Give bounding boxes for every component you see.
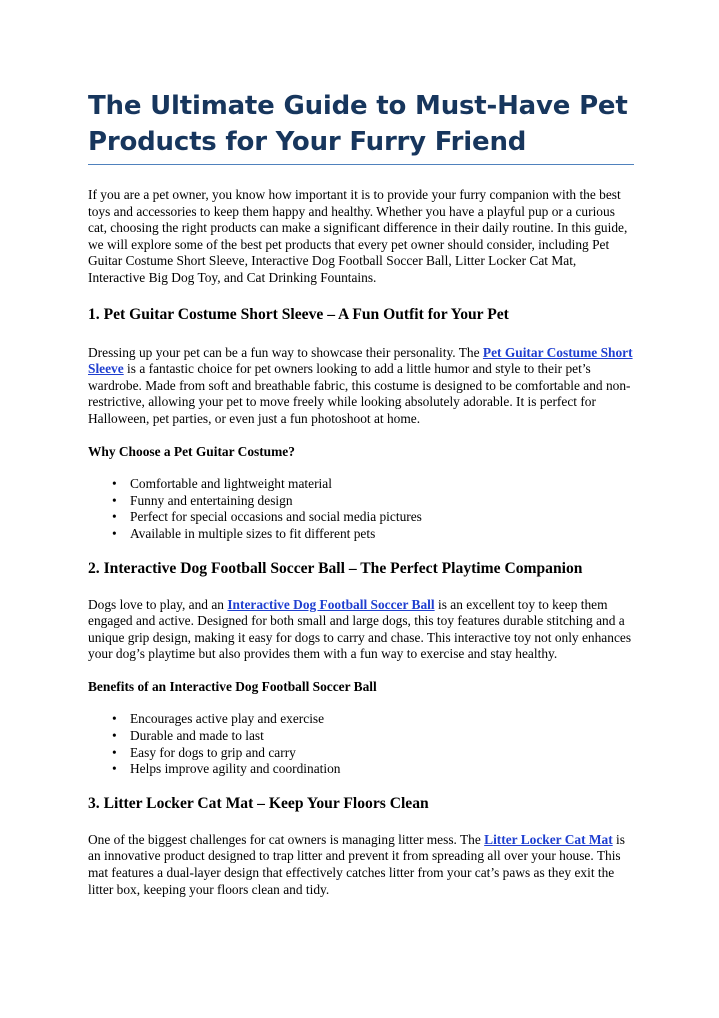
- list-item: [88, 728, 634, 745]
- section-paragraph-litter-locker-mat: [88, 832, 634, 898]
- list-item-text: Perfect for special occasions and social media pictures: [130, 509, 422, 525]
- link-pet-guitar-costume[interactable]: Pet Guitar Costume Short Sleeve: [88, 344, 633, 377]
- list-item: [88, 711, 634, 728]
- link-litter-locker-mat[interactable]: Litter Locker Cat Mat: [484, 831, 613, 847]
- list-item-text: Encourages active play and exercise: [130, 711, 325, 727]
- section-heading-pet-guitar-costume: 1. Pet Guitar Costume Short Sleeve – A Fun Outfit for Your Pet: [88, 305, 509, 323]
- bullet-list-soccer-ball-benefits: [88, 711, 634, 777]
- list-item-text: Available in multiple sizes to fit different pets: [130, 525, 376, 541]
- document-page: [88, 88, 634, 898]
- bullet-icon: •: [112, 525, 117, 541]
- list-item: [88, 526, 634, 543]
- intro-paragraph: If you are a pet owner, you know how important it is to provide your furry companion with the best toys and accessories to keep them happy and healthy. Whether you have a playful pup or a curious cat, choosing the right products can make a significant difference in their daily routine. In this guide, we will explore some of the best pet products that every pet owner should consider, including Pet Guitar Costume Short Sleeve, Interactive Dog Football Soccer Ball, Litter Locker Cat Mat, Interactive Big Dog Toy, and Cat Drinking Fountains.: [88, 187, 628, 285]
- list-item-text: Durable and made to last: [130, 728, 264, 744]
- subheading-benefits-soccer-ball: Benefits of an Interactive Dog Football Soccer Ball: [88, 678, 377, 694]
- bullet-icon: •: [112, 711, 117, 727]
- page-title: The Ultimate Guide to Must-Have Pet Products for Your Furry Friend: [88, 91, 628, 157]
- bullet-icon: •: [112, 728, 117, 744]
- bullet-icon: •: [112, 492, 117, 508]
- paragraph-text: Dressing up your pet can be a fun way to showcase their personality. The: [88, 344, 483, 360]
- section-heading-dog-soccer-ball: 2. Interactive Dog Football Soccer Ball – The Perfect Playtime Companion: [88, 559, 583, 577]
- paragraph-text: is an excellent toy to keep them engaged and active. Designed for both small and large dogs, this toy features durable stitching and a unique grip design, making it easy for dogs to carry and chase. This interactive toy not only enhances your dog’s playtime but also provides them with a fun way to exercise and stay healthy.: [88, 596, 632, 662]
- list-item: [88, 761, 634, 778]
- section-heading-litter-locker-mat: 3. Litter Locker Cat Mat – Keep Your Floors Clean: [88, 794, 429, 812]
- bullet-icon: •: [112, 744, 117, 760]
- paragraph-text: One of the biggest challenges for cat owners is managing litter mess. The: [88, 831, 485, 847]
- list-item: [88, 493, 634, 510]
- title-divider: [88, 164, 634, 165]
- subheading-why-choose-costume: Why Choose a Pet Guitar Costume?: [88, 443, 295, 459]
- paragraph-text: is an innovative product designed to trap litter and prevent it from spreading all over your house. This mat features a dual-layer design that effectively catches litter from your cat’s paws as they exit the litter box, keeping your floors clean and tidy.: [88, 831, 625, 897]
- section-paragraph-pet-guitar-costume: [88, 345, 634, 428]
- paragraph-text: Dogs love to play, and an: [88, 596, 228, 612]
- link-dog-soccer-ball[interactable]: Interactive Dog Football Soccer Ball: [227, 596, 435, 612]
- list-item: [88, 509, 634, 526]
- section-paragraph-dog-soccer-ball: [88, 597, 634, 663]
- bullet-icon: •: [112, 476, 117, 492]
- bullet-icon: •: [112, 509, 117, 525]
- list-item: [88, 476, 634, 493]
- paragraph-text: is a fantastic choice for pet owners looking to add a little humor and style to their pet’s wardrobe. Made from soft and breathable fabric, this costume is designed to be comfortable and non-restrictive, allowing your pet to move freely while looking absolutely adorable. It is perfect for Halloween, pet parties, or even just a fun photoshoot at home.: [88, 361, 631, 426]
- list-item-text: Easy for dogs to grip and carry: [130, 744, 296, 760]
- list-item-text: Comfortable and lightweight material: [130, 476, 332, 492]
- list-item-text: Funny and entertaining design: [130, 492, 293, 508]
- list-item-text: Helps improve agility and coordination: [130, 761, 341, 777]
- bullet-icon: •: [112, 761, 117, 777]
- bullet-list-costume-reasons: [88, 476, 634, 542]
- list-item: [88, 745, 634, 762]
